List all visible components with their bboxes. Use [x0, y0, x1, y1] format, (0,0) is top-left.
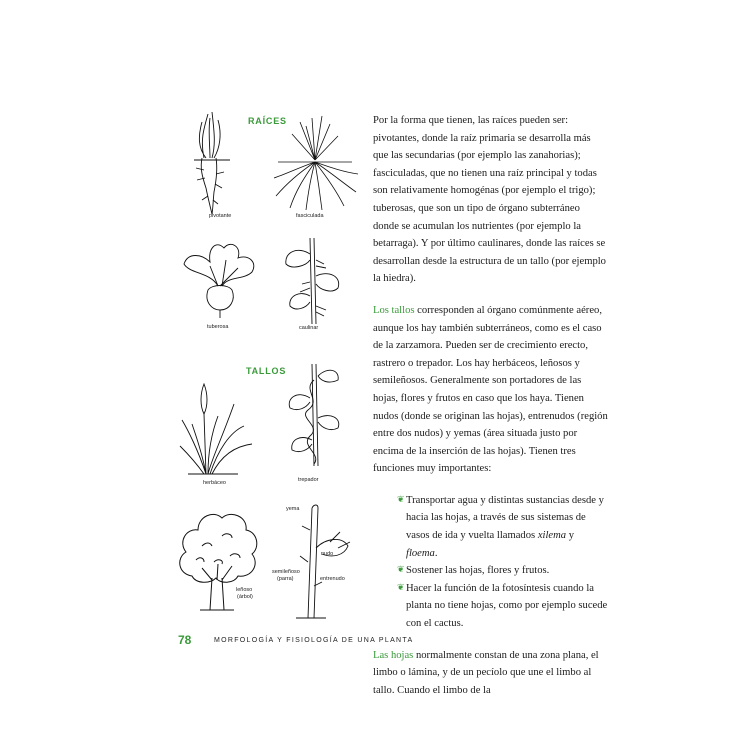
- list-item: ❦ Transportar agua y distintas sustancias desde y hacia las hojas, a través de sus sistemas de vasos de ida y vuelta llamados xilema y floema.: [397, 492, 608, 562]
- highlight-los-tallos: Los tallos: [373, 304, 415, 316]
- body-text-column: [373, 112, 608, 713]
- running-footer-title: MORFOLOGÍA Y FISIOLOGÍA DE UNA PLANTA: [214, 637, 414, 644]
- stems-section-label: TALLOS: [246, 366, 287, 376]
- page-number: 78: [178, 633, 192, 647]
- caption-tuberosa: tuberosa: [207, 324, 229, 330]
- paragraph-roots: Por la forma que tienen, las raíces pueden ser: pivotantes, donde la raíz primaria se desarrolla más que las secundarias (por ejemplo las zanahorias); fasciculadas, que no tienen una raíz principal y todas son relativamente homogénas (por ejemplo el trigo); tuberosas, que son un tipo de órgano subterráneo donde se acumulan los nutrientes (por ejemplo la betarraga). Y por último caulinares, donde las raíces se desarrollan desde la estructura de un tallo (por ejemplo la hiedra).: [373, 115, 606, 285]
- caulinar-root-illustration: [278, 236, 348, 326]
- trepador-stem-illustration: [278, 360, 348, 470]
- stem-functions-list: [397, 492, 608, 633]
- caption-lenoso: leñoso: [236, 587, 253, 593]
- label-yema: yema: [286, 506, 300, 512]
- caption-trepador: trepador: [298, 477, 319, 483]
- label-entrenudo: entrenudo: [320, 576, 345, 582]
- leaf-bullet-icon: ❦: [397, 494, 405, 505]
- paragraph-leaves-body: normalmente constan de una zona plana, el limbo o lámina, y de un pecíolo que une el limbo al tallo. Cuando el limbo de la: [373, 649, 599, 696]
- herbaceo-stem-illustration: [178, 380, 258, 480]
- caption-fasciculada: fasciculada: [296, 213, 324, 219]
- list-item: ❦ Hacer la función de la fotosíntesis cuando la planta no tiene hojas, como por ejemplo sucede con el cactus.: [397, 580, 608, 633]
- leaf-bullet-icon: ❦: [397, 582, 405, 593]
- caption-semilenoso: semileñoso: [272, 569, 300, 575]
- paragraph-stems-body: corresponden al órgano comúnmente aéreo, aunque los hay también subterráneos, como es el caso de la zarzamora. Pueden ser de crecimiento erecto, rastrero o trepador. Los hay herbáceos, leñosos y semileñosos. Generalmente son portadores de las hojas, flores y frutos en caso que los haya. Tienen nudos (donde se originan las hojas), entrenudos (región entre dos nudos) y yemas (área situada justo por encima de la inserción de las hojas). Tienen tres funciones muy importantes:: [373, 304, 608, 475]
- caption-caulinar: caulinar: [299, 325, 319, 331]
- label-nudo: nudo: [321, 551, 334, 557]
- roots-section-label: RAÍCES: [248, 116, 287, 126]
- fasciculada-root-illustration: [270, 112, 360, 212]
- pivotante-root-illustration: [180, 110, 240, 220]
- tuberosa-root-illustration: [180, 238, 260, 318]
- caption-arbol: (árbol): [237, 594, 253, 600]
- caption-pivotante: pivotante: [209, 213, 232, 219]
- highlight-las-hojas: Las hojas: [373, 649, 414, 661]
- paragraph-leaves: [373, 647, 608, 700]
- caption-parra: (parra): [277, 576, 294, 582]
- paragraph-stems: [373, 302, 608, 478]
- list-item: ❦ Sostener las hojas, flores y frutos.: [397, 562, 608, 580]
- leaf-bullet-icon: ❦: [397, 565, 405, 576]
- semilenoso-stem-illustration: [286, 502, 356, 622]
- caption-herbaceo: herbáceo: [203, 480, 226, 486]
